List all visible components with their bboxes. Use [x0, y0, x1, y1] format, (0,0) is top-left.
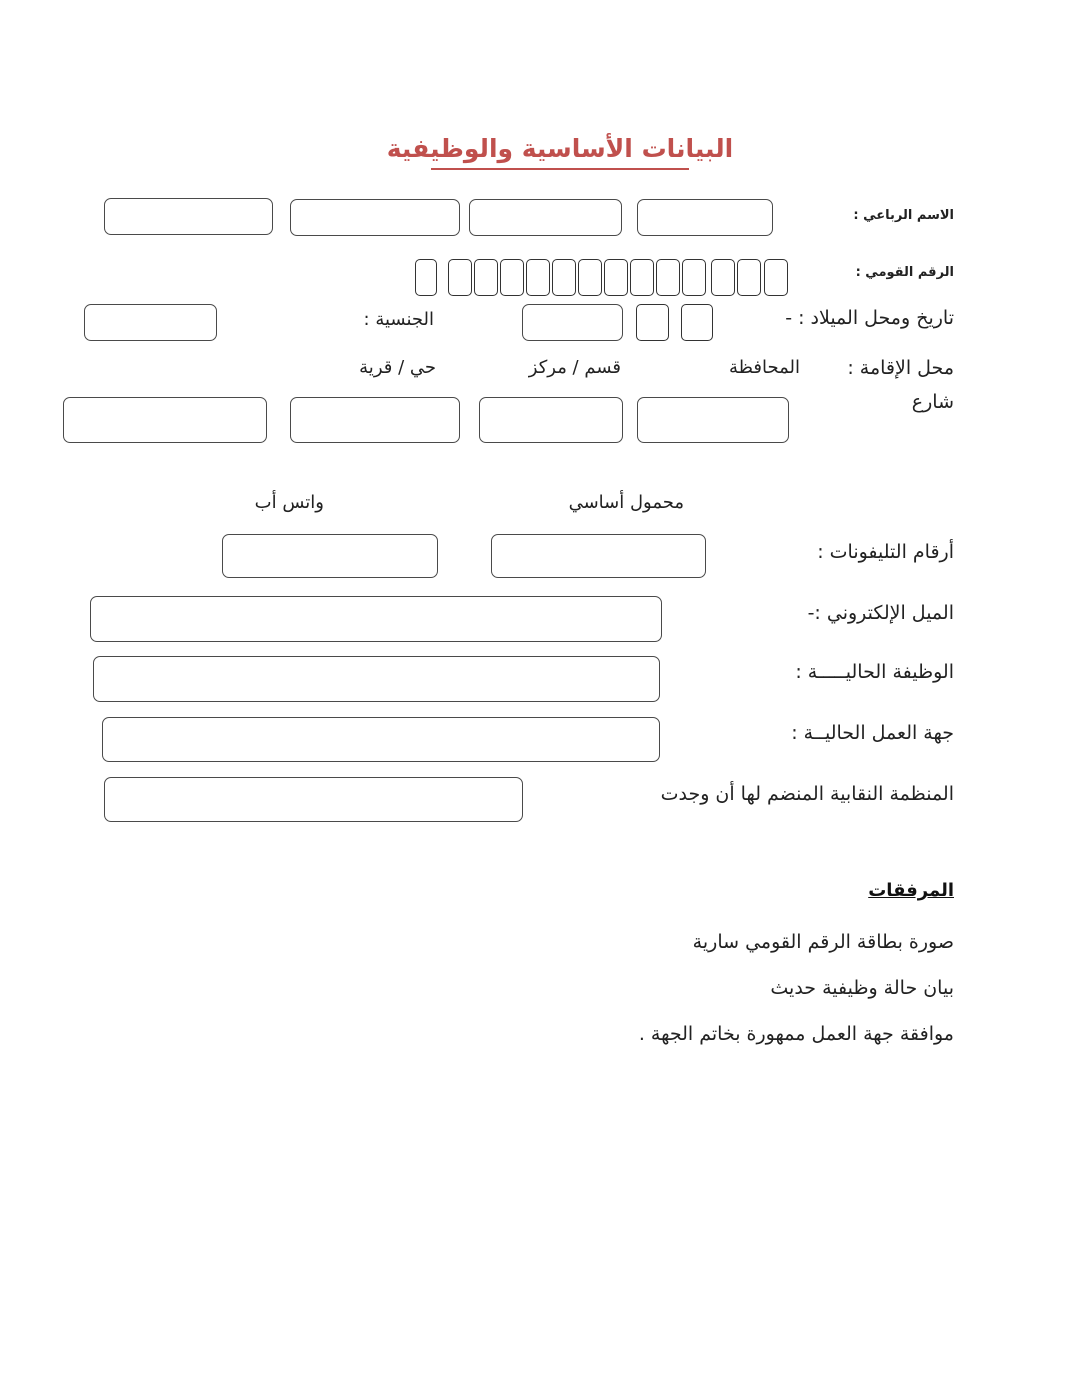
union-label: المنظمة النقابية المنضم لها أن وجدت — [660, 783, 954, 805]
name-part-1-field[interactable] — [637, 199, 773, 236]
national-id-digit-cell[interactable] — [578, 259, 602, 296]
birth-place-field[interactable] — [522, 304, 623, 341]
union-field[interactable] — [104, 777, 523, 822]
form-title: البيانات الأساسية والوظيفية — [386, 134, 734, 163]
national-id-digit-cell[interactable] — [474, 259, 498, 296]
title-underline — [431, 168, 689, 170]
employer-field[interactable] — [102, 717, 660, 762]
name-part-2-field[interactable] — [469, 199, 622, 236]
residence-label: محل الإقامة : — [847, 357, 954, 379]
mobile-label: محمول أساسي — [568, 492, 684, 513]
governorate-label: المحافظة — [728, 357, 800, 378]
national-id-digit-cell[interactable] — [630, 259, 654, 296]
district-label: قسم / مركز — [528, 357, 621, 378]
street-field[interactable] — [63, 397, 267, 443]
birth-label: تاريخ ومحل الميلاد : - — [785, 307, 954, 329]
national-id-digit-cell[interactable] — [682, 259, 706, 296]
national-id-digit-cell[interactable] — [737, 259, 761, 296]
neighborhood-field[interactable] — [290, 397, 460, 443]
neighborhood-label: حي / قرية — [359, 357, 436, 378]
national-id-digit-cell[interactable] — [764, 259, 788, 296]
phones-label: أرقام التليفونات : — [817, 541, 954, 563]
full-name-label: الاسم الرباعي : — [853, 208, 954, 223]
nationality-label: الجنسية : — [363, 309, 434, 330]
email-label: الميل الإلكتروني :- — [807, 602, 954, 624]
name-part-4-field[interactable] — [104, 198, 273, 235]
whatsapp-field[interactable] — [222, 534, 438, 578]
mobile-field[interactable] — [491, 534, 706, 578]
national-id-label: الرقم القومي : — [855, 265, 954, 280]
street-label: شارع — [911, 391, 954, 413]
birth-small-field[interactable] — [636, 304, 669, 341]
national-id-digit-cell[interactable] — [500, 259, 524, 296]
birth-small-field[interactable] — [681, 304, 713, 341]
national-id-digit-cell[interactable] — [552, 259, 576, 296]
district-field[interactable] — [479, 397, 623, 443]
job-label: الوظيفة الحاليـــــة : — [795, 661, 954, 683]
national-id-digit-cell[interactable] — [526, 259, 550, 296]
national-id-digit-cell[interactable] — [604, 259, 628, 296]
nationality-field[interactable] — [84, 304, 217, 341]
national-id-digit-cell[interactable] — [656, 259, 680, 296]
national-id-digit-cell[interactable] — [711, 259, 735, 296]
national-id-digit-cell[interactable] — [448, 259, 472, 296]
attachments-title: المرفقات — [868, 880, 954, 901]
attachment-item: بيان حالة وظيفية حديث — [770, 977, 954, 999]
name-part-3-field[interactable] — [290, 199, 460, 236]
employer-label: جهة العمل الحاليــة : — [791, 722, 954, 744]
email-field[interactable] — [90, 596, 662, 642]
national-id-digit-cell[interactable] — [415, 259, 437, 296]
job-field[interactable] — [93, 656, 660, 702]
whatsapp-label: واتس أب — [254, 492, 324, 513]
governorate-field[interactable] — [637, 397, 789, 443]
attachment-item: صورة بطاقة الرقم القومي سارية — [692, 931, 954, 953]
attachment-item: موافقة جهة العمل ممهورة بخاتم الجهة . — [638, 1023, 954, 1045]
